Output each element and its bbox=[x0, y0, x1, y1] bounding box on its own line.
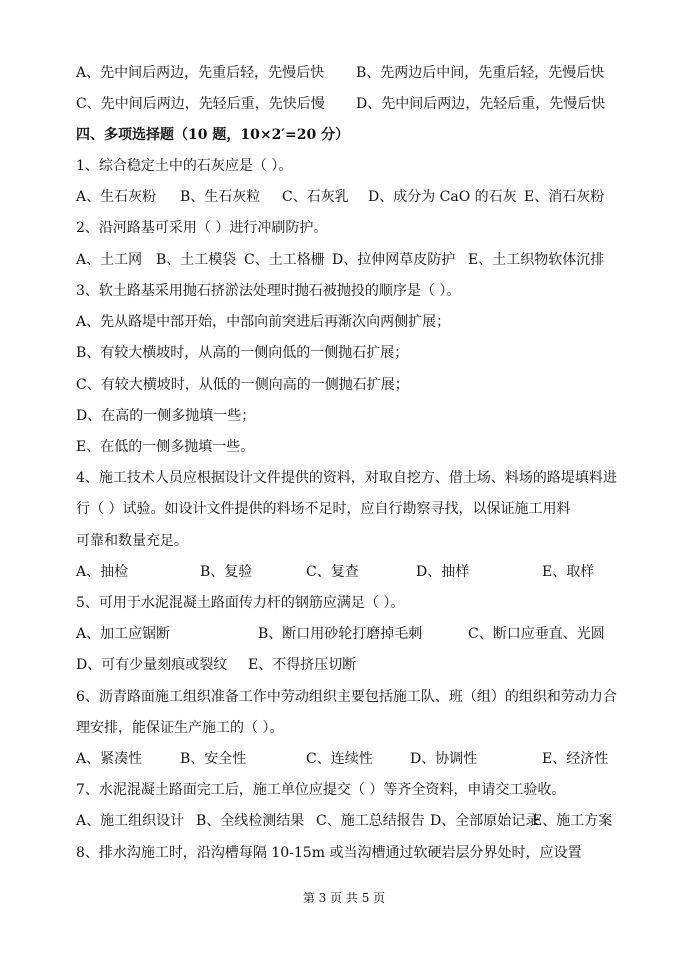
option-c: C、连续性 bbox=[306, 751, 373, 767]
option-d: D、拉伸网草皮防护 bbox=[332, 252, 456, 268]
option-d: D、可有少量刻痕或裂纹 bbox=[76, 657, 228, 673]
page-number-footer: 第 3 页 共 5 页 bbox=[302, 891, 386, 905]
question-8: 8、排水沟施工时，沿沟槽每隔 10-15m 或当沟槽通过软硬岩层分界处时，应设置 bbox=[76, 845, 582, 861]
option-b: B、先两边后中间，先重后轻，先慢后快 bbox=[356, 65, 605, 81]
option-c: C、断口应垂直、光圆 bbox=[468, 626, 605, 642]
option-e: E、施工方案 bbox=[532, 813, 613, 829]
question-7: 7、水泥混凝土路面完工后，施工单位应提交（ ）等齐全资料，申请交工验收。 bbox=[76, 782, 566, 798]
option-e: E、取样 bbox=[542, 564, 595, 580]
option-b: B、有较大横坡时，从高的一侧向低的一侧抛石扩展； bbox=[76, 345, 409, 361]
option-d: D、全部原始记录 bbox=[430, 813, 540, 829]
option-b: B、安全性 bbox=[180, 751, 247, 767]
option-e: E、消石灰粉 bbox=[524, 189, 605, 205]
question-2: 2、沿河路基可采用（ ）进行冲刷防护。 bbox=[76, 220, 328, 236]
question-3: 3、软土路基采用抛石挤淤法处理时抛石被抛投的顺序是（ ）。 bbox=[76, 283, 461, 299]
option-a: A、生石灰粉 bbox=[76, 189, 157, 205]
option-c: C、有较大横坡时，从低的一侧向高的一侧抛石扩展； bbox=[76, 377, 409, 393]
option-c: C、施工总结报告 bbox=[316, 813, 425, 829]
option-c: C、先中间后两边，先轻后重，先快后慢 bbox=[76, 96, 325, 112]
option-e: E、不得挤压切断 bbox=[248, 657, 357, 673]
question-4-line-3: 可靠和数量充足。 bbox=[76, 533, 188, 549]
option-a: A、土工网 bbox=[76, 252, 143, 268]
option-a: A、紧凑性 bbox=[76, 751, 143, 767]
option-d: D、协调性 bbox=[410, 751, 478, 767]
question-4-line-1: 4、施工技术人员应根据设计文件提供的资料，对取自挖方、借土场、料场的路堤填料进 bbox=[76, 470, 617, 486]
option-e: E、土工织物软体沉排 bbox=[468, 252, 605, 268]
option-b: B、复验 bbox=[200, 564, 253, 580]
option-e: E、经济性 bbox=[542, 751, 609, 767]
question-6-line-1: 6、沥青路面施工组织准备工作中劳动组织主要包括施工队、班（组）的组织和劳动力合 bbox=[76, 689, 617, 705]
option-a: A、施工组织设计 bbox=[76, 813, 185, 829]
section-heading: 四、多项选择题（10 题，10×2′=20 分） bbox=[76, 127, 350, 143]
option-a: A、抽检 bbox=[76, 564, 129, 580]
question-6-line-2: 理安排，能保证生产施工的（ ）。 bbox=[76, 720, 284, 736]
option-b: B、全线检测结果 bbox=[196, 813, 305, 829]
option-d: D、成分为 CaO 的石灰 bbox=[368, 189, 517, 205]
option-d: D、在高的一侧多抛填一些； bbox=[76, 408, 256, 424]
option-d: D、抽样 bbox=[416, 564, 470, 580]
option-c: C、石灰乳 bbox=[282, 189, 349, 205]
option-a: A、加工应锯断 bbox=[76, 626, 171, 642]
option-e: E、在低的一侧多抛填一些。 bbox=[76, 439, 255, 455]
option-b: B、生石灰粒 bbox=[180, 189, 261, 205]
option-a: A、先中间后两边，先重后轻，先慢后快 bbox=[76, 65, 325, 81]
option-d: D、先中间后两边，先轻后重，先慢后快 bbox=[356, 96, 606, 112]
option-a: A、先从路堤中部开始，中部向前突进后再渐次向两侧扩展； bbox=[76, 314, 451, 330]
option-b: B、断口用砂轮打磨掉毛刺 bbox=[258, 626, 423, 642]
question-1: 1、综合稳定土中的石灰应是（ ）。 bbox=[76, 158, 293, 174]
question-4-line-2: 行（ ）试验。如设计文件提供的料场不足时，应自行勘察寻找，以保证施工用料 bbox=[76, 501, 571, 517]
option-b: B、土工模袋 bbox=[156, 252, 237, 268]
option-c: C、土工格栅 bbox=[244, 252, 325, 268]
option-c: C、复查 bbox=[306, 564, 359, 580]
question-5: 5、可用于水泥混凝土路面传力杆的钢筋应满足（ ）。 bbox=[76, 595, 405, 611]
